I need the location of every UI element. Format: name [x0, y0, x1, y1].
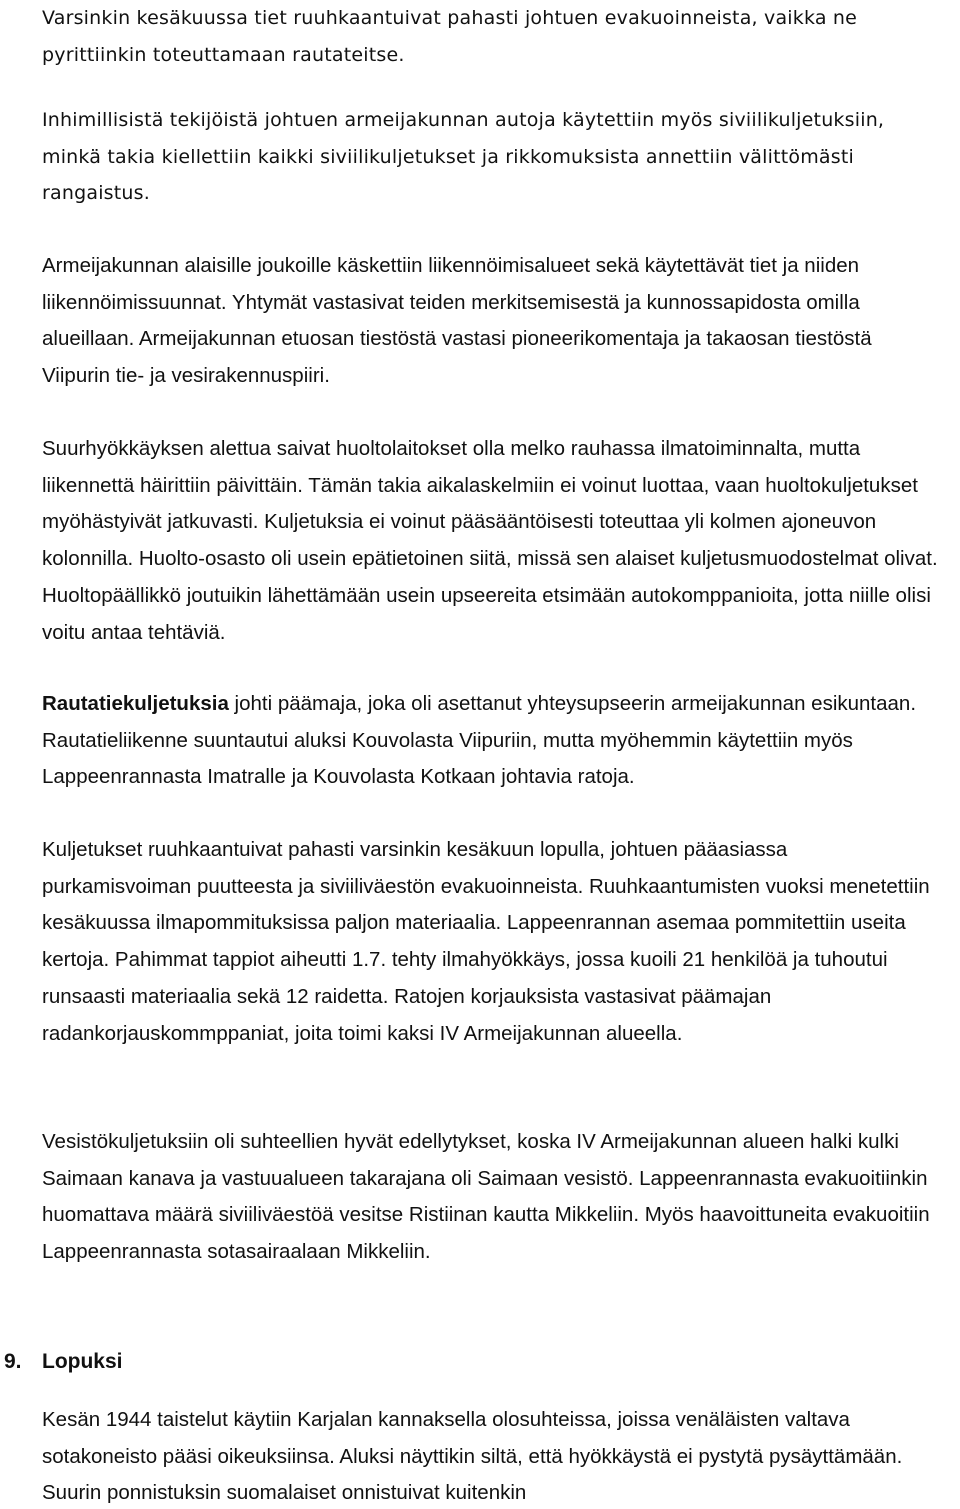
- paragraph-bold-lead: Rautatiekuljetuksia: [42, 692, 229, 715]
- paragraph-text: johti päämaja, joka oli asettanut yhteysupseerin armeijakunnan esikuntaan. Rautatieliikenne suuntautui aluksi Kouvolasta Viipuriin, mutta myöhemmin käytettiin myös Lappeenrannasta Imatralle ja Kouvolasta Kotkaan johtavia ratoja.: [42, 692, 917, 789]
- paragraph-water-transport: [42, 1124, 942, 1271]
- section-title: Lopuksi: [42, 1350, 123, 1373]
- paragraph-rail-transport: [42, 686, 942, 796]
- paragraph-conclusion: [42, 1402, 942, 1509]
- paragraph-text: Varsinkin kesäkuussa tiet ruuhkaantuivat pahasti johtuen evakuoinneista, vaikka ne pyrittiinkin toteuttamaan rautateitse.: [42, 7, 858, 66]
- section-heading: [0, 1344, 960, 1384]
- paragraph-traffic-areas: [42, 248, 942, 395]
- paragraph-text: Inhimillisistä tekijöistä johtuen armeijakunnan autoja käytettiin myös siviilikuljetuksiin, minkä takia kiellettiin kaikki siviilikuljetukset ja rikkomuksista annettiin välittömästi rangaistus.: [42, 109, 885, 205]
- paragraph-air-attacks: [42, 431, 942, 651]
- paragraph-road-congestion: [42, 0, 942, 73]
- paragraph-text: Kuljetukset ruuhkaantuivat pahasti varsinkin kesäkuun lopulla, johtuen pääasiassa purkamisvoiman puutteesta ja siviiliväestön evakuoinneista. Ruuhkaantumisten vuoksi menetettiin kesäkuussa ilmapommituksissa paljon materiaalia. Lappeenrannan asemaa pommitettiin useita kertoja. Pahimmat tappiot aiheutti 1.7. tehty ilmahyökkäys, jossa kuoili 21 henkilöä ja tuhoutui runsaasti materiaalia sekä 12 raidetta. Ratojen korjauksista vastasivat päämajan radankorjauskommppaniat, joita toimi kaksi IV Armeijakunnan alueella.: [42, 838, 930, 1045]
- paragraph-text: Suurhyökkäyksen alettua saivat huoltolaitokset olla melko rauhassa ilmatoiminnalta, mutta liikennettä häirittiin päivittäin. Tämän takia aikalaskelmiin ei voinut luottaa, vaan huoltokuljetukset myöhästyivät jatkuvasti. Kuljetuksia ei voinut pääsääntöisesti toteuttaa yli kolmen ajoneuvon kolonnilla. Huolto-osasto oli usein epätietoinen siitä, missä sen alaiset kuljetusmuodostelmat olivat. Huoltopäällikkö joutuikin lähettämään usein upseereita etsimään autokomppanioita, jotta niille olisi voitu antaa tehtäviä.: [42, 437, 938, 644]
- section-number: 9.: [4, 1350, 22, 1373]
- paragraph-rail-congestion: [42, 832, 942, 1052]
- paragraph-text: Armeijakunnan alaisille joukoille käskettiin liikennöimisalueet sekä käytettävät tiet ja niiden liikennöimissuunnat. Yhtymät vastasivat teiden merkitsemisestä ja kunnossapidosta omilla alueillaan. Armeijakunnan etuosan tiestöstä vastasi pioneerikomentaja ja takaosan tiestöstä Viipurin tie- ja vesirakennuspiiri.: [42, 254, 872, 388]
- paragraph-text: Kesän 1944 taistelut käytiin Karjalan kannaksella olosuhteissa, joissa venäläisten valtava sotakoneisto pääsi oikeuksiinsa. Aluksi näyttikin siltä, että hyökkäystä ei pystytä pysäyttämään. Suurin ponnistuksin suomalaiset onnistuivat kuitenkin: [42, 1408, 903, 1505]
- paragraph-text: Vesistökuljetuksiin oli suhteellien hyvät edellytykset, koska IV Armeijakunnan alueen halki kulki Saimaan kanava ja vastuualueen takarajana oli Saimaan vesistö. Lappeenrannasta evakuoitiinkin huomattava määrä siviiliväestöä vesitse Ristiinan kautta Mikkeliin. Myös haavoittuneita evakuoitiin Lappeenrannasta sotasairaalaan Mikkeliin.: [42, 1130, 930, 1264]
- paragraph-civilian-transport: [42, 102, 942, 212]
